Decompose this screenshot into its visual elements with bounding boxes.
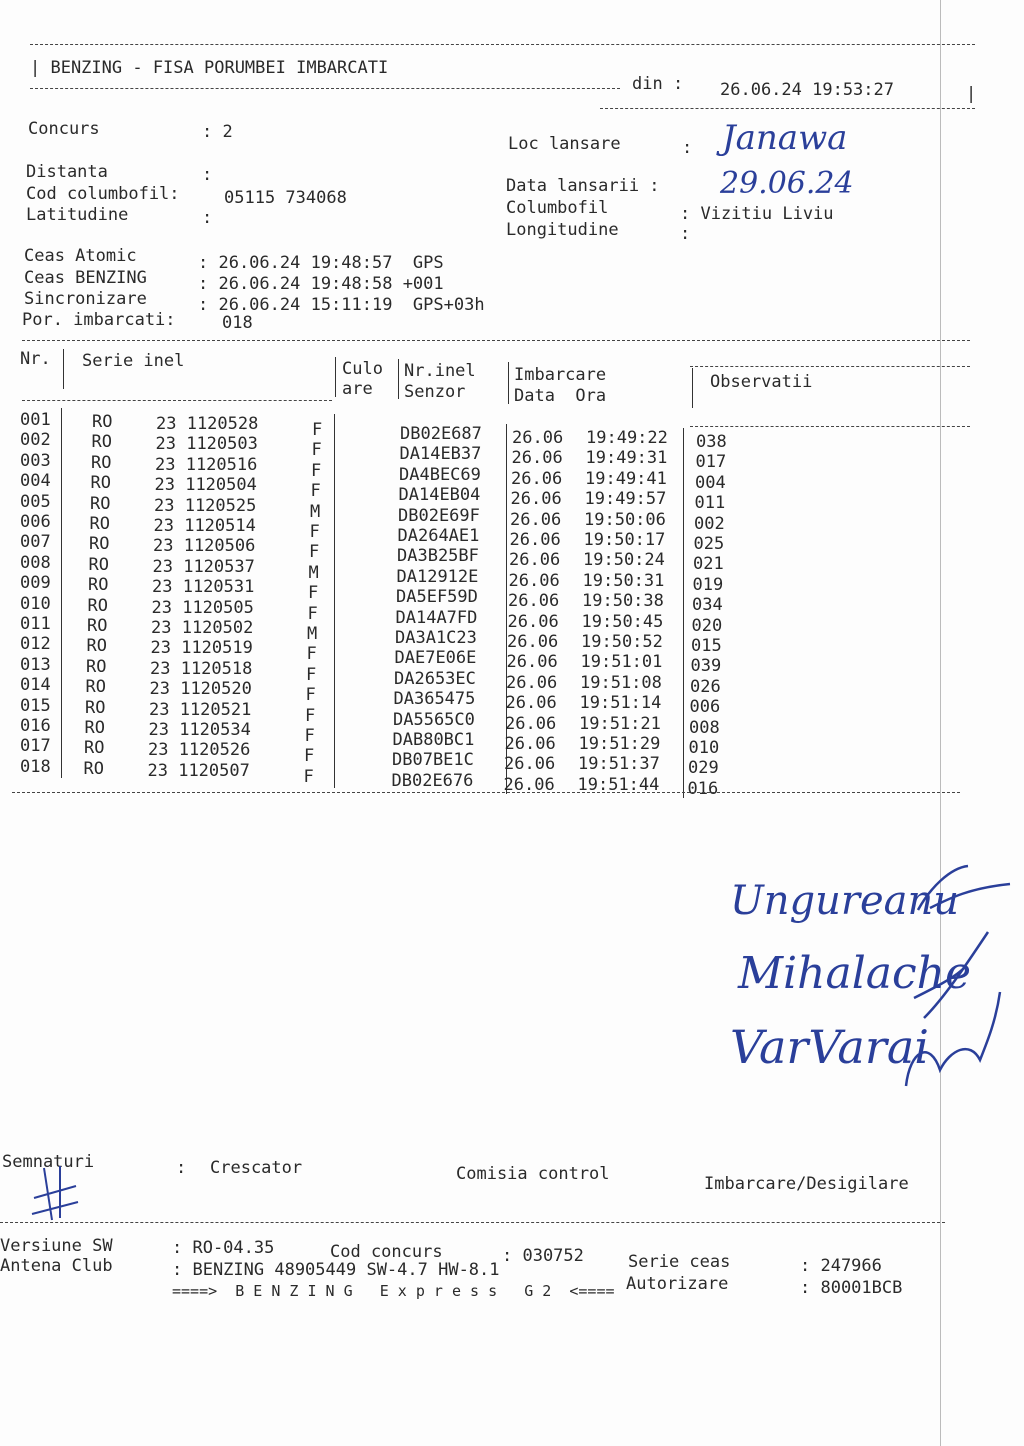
row-sensor-ring: DA5565C0: [393, 709, 475, 730]
row-ring-series: 23 1120506: [153, 536, 256, 557]
antena-club-label: Antena Club: [0, 1256, 113, 1276]
columbofil-value: : Vizitiu Liviu: [680, 204, 834, 224]
row-nr: 013: [20, 654, 51, 675]
row-nr: 017: [20, 736, 51, 757]
row-nr: 004: [20, 471, 51, 492]
row-sex: F: [304, 726, 315, 746]
row-country: RO: [91, 432, 112, 453]
row-sensor-ring: DA2653EC: [394, 668, 476, 689]
row-ring-series: 23 1120505: [151, 597, 254, 618]
row-date: 26.06: [503, 774, 555, 795]
din-value: 26.06.24 19:53:27: [720, 80, 894, 100]
row-observatii: 006: [689, 697, 721, 718]
row-observatii: 017: [695, 452, 727, 473]
divider: [22, 340, 970, 341]
versiune-sw-value: : RO-04.35: [172, 1238, 275, 1258]
row-date: 26.06: [508, 570, 560, 591]
header-observatii: Observatii: [710, 372, 813, 392]
row-sensor-ring: DA264AE1: [397, 526, 480, 546]
row-ring-series: 23 1120519: [150, 638, 253, 659]
row-sex: F: [303, 766, 314, 787]
row-country: RO: [91, 452, 112, 473]
columbofil-label: Columbofil: [506, 198, 609, 218]
ceas-atomic-label: Ceas Atomic: [24, 246, 137, 266]
cod-concurs-value: : 030752: [502, 1246, 584, 1266]
crescator-signature: [30, 1164, 80, 1224]
row-country: RO: [85, 697, 106, 718]
row-nr: 002: [20, 430, 51, 451]
row-ring-series: 23 1120507: [147, 760, 250, 781]
row-sex: F: [309, 522, 320, 542]
row-country: RO: [88, 554, 109, 575]
row-country: RO: [87, 595, 108, 616]
loc-lansare-label: Loc lansare: [508, 134, 621, 154]
row-time: 19:50:17: [583, 530, 666, 550]
row-time: 19:51:14: [579, 693, 662, 714]
row-ring-series: 23 1120534: [148, 720, 251, 740]
signature-scribble-1: [910, 858, 1020, 928]
divider: [30, 88, 620, 89]
row-observatii: 016: [687, 778, 719, 799]
header-imbarcare-1: Imbarcare: [514, 365, 607, 385]
cod-columbofil-value: 05115 734068: [224, 188, 347, 208]
row-date: 26.06: [506, 672, 558, 693]
row-time: 19:50:38: [582, 591, 664, 612]
cod-concurs-label: Cod concurs: [330, 1242, 443, 1262]
row-observatii: 019: [692, 574, 724, 595]
row-sex: M: [307, 624, 318, 644]
row-observatii: 038: [696, 432, 727, 452]
longitudine-label: Longitudine: [506, 220, 619, 240]
row-nr: 006: [20, 512, 51, 532]
row-sex: F: [311, 440, 322, 461]
row-sensor-ring: DB02E69F: [398, 505, 480, 526]
row-sex: M: [308, 562, 319, 583]
row-date: 26.06: [510, 509, 562, 530]
signature-name-2: Mihalache: [738, 948, 972, 999]
porumbei-imbarcati-value: 018: [222, 313, 253, 333]
divider: [600, 108, 975, 109]
row-time: 19:51:08: [580, 672, 662, 693]
row-ring-series: 23 1120502: [151, 618, 254, 638]
distanta-value: :: [202, 165, 213, 185]
row-ring-series: 23 1120528: [156, 414, 259, 434]
row-date: 26.06: [511, 468, 563, 489]
row-observatii: 039: [690, 656, 722, 677]
row-time: 19:49:57: [584, 489, 667, 510]
ceas-benzing-label: Ceas BENZING: [24, 268, 147, 288]
row-sensor-ring: DA14A7FD: [395, 607, 478, 628]
distanta-label: Distanta: [26, 162, 108, 182]
row-nr: 015: [20, 695, 51, 716]
semnaturi-label: Semnaturi: [2, 1152, 95, 1172]
data-lansarii-label: Data lansarii :: [506, 176, 660, 196]
row-sex: M: [310, 501, 321, 522]
header-end-bar: |: [966, 84, 977, 104]
row-date: 26.06: [510, 489, 562, 510]
row-time: 19:49:41: [585, 468, 667, 489]
header-culoare-1: Culo: [342, 359, 383, 379]
row-nr: 005: [20, 491, 51, 512]
row-nr: 014: [20, 675, 51, 696]
row-ring-series: 23 1120518: [150, 658, 253, 679]
row-sensor-ring: DA4BEC69: [399, 464, 481, 485]
autorizare-value: : 80001BCB: [800, 1278, 903, 1298]
row-country: RO: [84, 718, 105, 738]
row-country: RO: [88, 575, 109, 596]
ceas-benzing-value: : 26.06.24 19:48:58 +001: [198, 274, 444, 294]
row-country: RO: [87, 616, 108, 636]
signature-name-1: Ungureanu: [730, 878, 960, 924]
latitudine-label: Latitudine: [26, 205, 129, 225]
row-date: 26.06: [511, 448, 563, 469]
row-sex: F: [307, 603, 318, 624]
row-sex: F: [305, 685, 316, 706]
row-time: 19:50:06: [584, 509, 666, 530]
row-time: 19:51:29: [578, 734, 661, 754]
semnaturi-colon: :: [176, 1158, 187, 1178]
row-observatii: 025: [693, 534, 725, 554]
row-sensor-ring: DAB80BC1: [392, 730, 475, 750]
row-country: RO: [92, 412, 113, 432]
header-culoare-2: are: [342, 379, 373, 399]
column-rule: [335, 357, 336, 397]
row-sensor-ring: DB07BE1C: [392, 750, 474, 771]
row-country: RO: [90, 473, 111, 494]
header-serie-inel: Serie inel: [82, 351, 185, 371]
column-rule: [508, 362, 509, 404]
row-date: 26.06: [507, 611, 559, 632]
row-observatii: 015: [691, 636, 722, 656]
header-nr: Nr.: [20, 349, 51, 369]
row-time: 19:51:01: [580, 652, 663, 673]
row-country: RO: [86, 636, 107, 657]
row-country: RO: [86, 656, 107, 677]
row-time: 19:50:24: [583, 550, 665, 571]
row-sensor-ring: DAE7E06E: [394, 648, 477, 669]
row-observatii: 008: [689, 717, 720, 738]
row-observatii: 029: [688, 758, 719, 779]
row-country: RO: [84, 738, 105, 759]
row-nr: 018: [20, 756, 51, 777]
row-date: 26.06: [505, 693, 557, 714]
row-time: 19:51:21: [579, 713, 661, 734]
row-country: RO: [89, 534, 110, 555]
row-sensor-ring: DB02E687: [400, 424, 482, 444]
longitudine-value: :: [680, 224, 691, 244]
column-rule: [63, 349, 64, 389]
row-date: 26.06: [504, 754, 556, 775]
latitudine-value: :: [202, 208, 213, 228]
row-date: 26.06: [509, 550, 561, 571]
row-sex: F: [305, 705, 316, 726]
cod-columbofil-label: Cod columbofil:: [26, 184, 180, 204]
row-ring-series: 23 1120503: [155, 434, 258, 455]
header-nr-inel-2: Senzor: [404, 382, 466, 402]
column-rule: [692, 368, 693, 408]
row-ring-series: 23 1120537: [152, 556, 255, 577]
row-sensor-ring: DA14EB37: [399, 444, 482, 465]
row-sex: F: [306, 644, 317, 665]
row-observatii: 011: [694, 493, 726, 514]
row-country: RO: [89, 514, 110, 534]
benzing-express-line: ====> B E N Z I N G E x p r e s s G 2 <====: [172, 1282, 615, 1300]
row-country: RO: [83, 758, 104, 779]
divider: [0, 1222, 945, 1223]
row-time: 19:50:52: [581, 632, 663, 652]
comisia-control-label: Comisia control: [456, 1164, 610, 1184]
data-lansarii-handwritten: 29.06.24: [720, 166, 854, 201]
row-sex: F: [304, 746, 315, 767]
row-sensor-ring: DB02E676: [391, 770, 474, 791]
autorizare-label: Autorizare: [626, 1274, 729, 1294]
row-sensor-ring: DA14EB04: [398, 485, 481, 506]
row-sex: F: [310, 481, 321, 502]
row-nr: 009: [20, 573, 51, 594]
concurs-label: Concurs: [28, 119, 100, 139]
divider: [690, 366, 970, 367]
porumbei-imbarcati-label: Por. imbarcati:: [22, 310, 176, 330]
row-time: 19:50:45: [581, 611, 664, 632]
row-sensor-ring: DA12912E: [396, 566, 479, 587]
ceas-atomic-value: : 26.06.24 19:48:57 GPS: [198, 253, 444, 273]
din-label: din :: [632, 74, 684, 94]
crescator-label: Crescator: [210, 1158, 303, 1178]
signature-scribble-3: [900, 990, 1010, 1100]
imbarcare-desigilare-label: Imbarcare/Desigilare: [704, 1174, 909, 1194]
row-nr: 001: [20, 410, 51, 430]
row-time: 19:50:31: [582, 570, 665, 591]
concurs-value: : 2: [202, 122, 233, 142]
serie-ceas-label: Serie ceas: [628, 1252, 731, 1272]
row-sex: F: [306, 664, 317, 685]
row-sensor-ring: DA3A1C23: [395, 628, 477, 648]
row-observatii: 021: [693, 554, 724, 575]
header-nr-inel-1: Nr.inel: [404, 361, 476, 381]
row-date: 26.06: [509, 530, 561, 550]
sincronizare-value: : 26.06.24 15:11:19 GPS+03h: [198, 295, 485, 315]
signature-name-3: VarVarai: [730, 1020, 929, 1074]
row-observatii: 010: [688, 738, 720, 758]
row-date: 26.06: [505, 713, 557, 734]
row-nr: 007: [20, 532, 51, 553]
row-observatii: 004: [695, 472, 726, 493]
antena-club-value: : BENZING 48905449 SW-4.7 HW-8.1: [172, 1260, 500, 1280]
divider: [22, 400, 332, 401]
row-ring-series: 23 1120525: [154, 495, 257, 516]
row-ring-series: 23 1120531: [152, 577, 255, 598]
row-time: 19:51:44: [577, 774, 660, 795]
row-sensor-ring: DA365475: [393, 689, 476, 710]
row-time: 19:51:37: [578, 754, 660, 775]
row-date: 26.06: [507, 632, 559, 652]
row-observatii: 020: [691, 615, 723, 636]
sheet-title: | BENZING - FISA PORUMBEI IMBARCATI: [30, 58, 389, 78]
sincronizare-label: Sincronizare: [24, 289, 147, 309]
row-nr: 011: [20, 614, 51, 634]
header-imbarcare-2: Data Ora: [514, 386, 607, 406]
row-sensor-ring: DA5EF59D: [396, 587, 478, 608]
divider: [12, 792, 960, 793]
row-nr: 016: [20, 716, 51, 736]
row-ring-series: 23 1120514: [153, 516, 256, 536]
row-ring-series: 23 1120520: [149, 679, 252, 700]
row-date: 26.06: [504, 734, 556, 754]
row-country: RO: [85, 677, 106, 698]
row-country: RO: [90, 493, 111, 514]
row-nr: 008: [20, 552, 51, 573]
row-ring-series: 23 1120504: [154, 475, 257, 496]
row-observatii: 034: [692, 595, 723, 616]
row-ring-series: 23 1120521: [149, 699, 252, 720]
versiune-sw-label: Versiune SW: [0, 1236, 113, 1256]
row-observatii: 002: [694, 513, 725, 534]
row-date: 26.06: [506, 652, 558, 673]
row-time: 19:49:22: [586, 428, 668, 448]
row-date: 26.06: [512, 428, 564, 448]
row-nr: 010: [20, 593, 51, 614]
table-row: [0, 756, 940, 799]
row-sex: F: [311, 460, 322, 481]
row-time: 19:49:31: [585, 448, 668, 469]
row-date: 26.06: [508, 591, 560, 612]
row-nr: 003: [20, 450, 51, 471]
serie-ceas-value: : 247966: [800, 1256, 882, 1276]
row-observatii: 026: [690, 676, 721, 697]
row-nr: 012: [20, 634, 51, 655]
row-ring-series: 23 1120516: [155, 454, 258, 475]
row-sex: F: [309, 542, 320, 563]
loc-lansare-handwritten: Janawa: [722, 118, 848, 158]
row-sex: F: [308, 583, 319, 604]
row-sex: F: [312, 420, 323, 440]
row-ring-series: 23 1120526: [148, 740, 251, 761]
loc-lansare-colon: :: [682, 138, 693, 158]
paper-edge: [940, 0, 941, 1446]
row-sensor-ring: DA3B25BF: [397, 546, 479, 567]
divider: [30, 44, 975, 45]
column-rule: [398, 359, 399, 399]
